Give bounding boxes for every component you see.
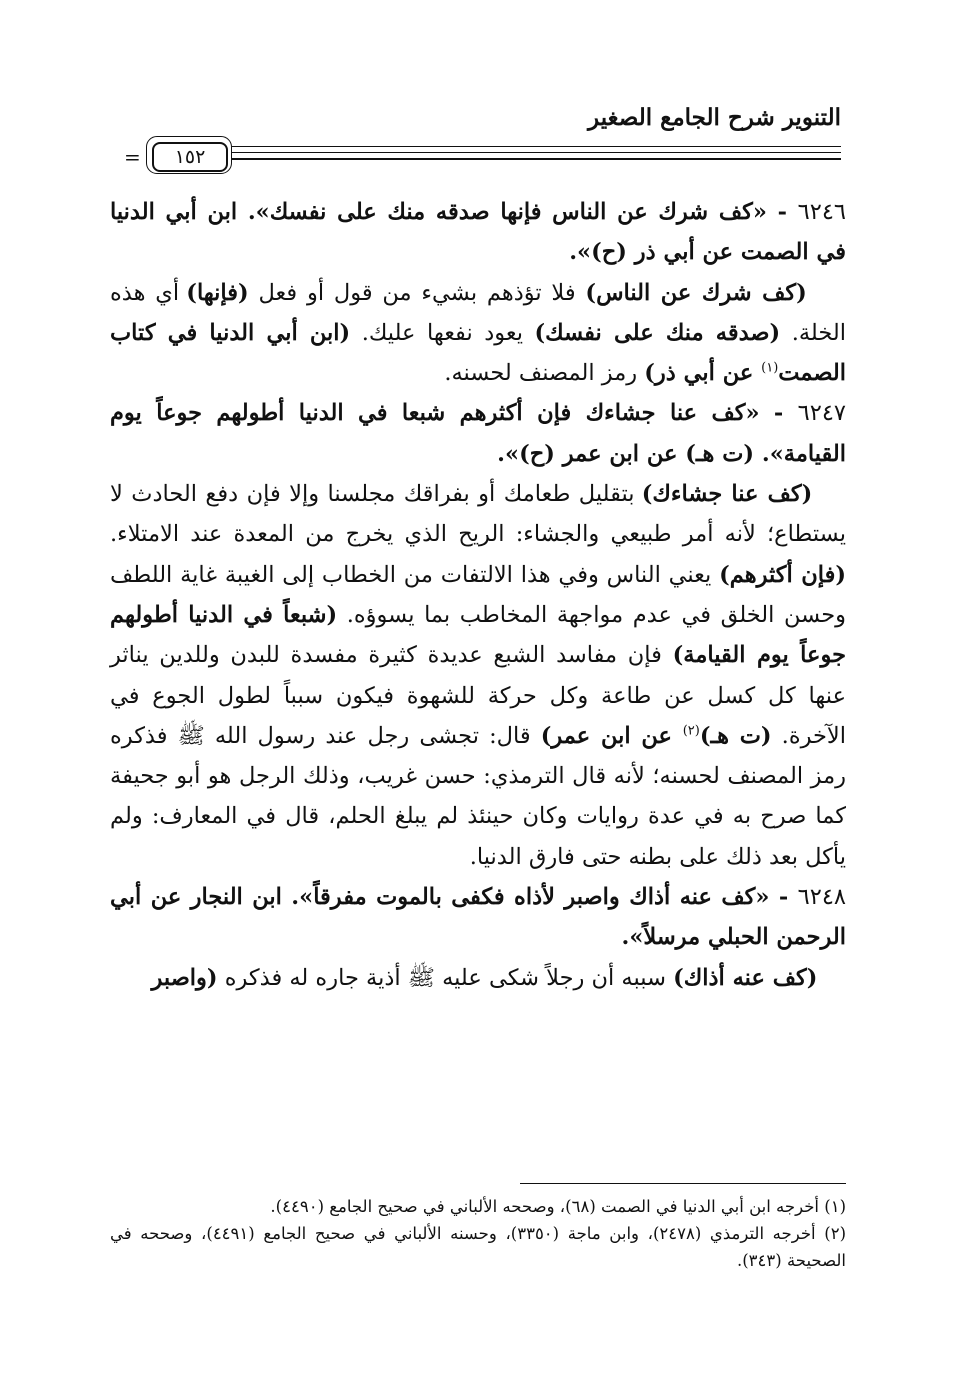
hadith-number: ٦٢٤٦ — [797, 199, 846, 225]
footnote-2: (٢) أخرجه الترمذي (٢٤٧٨)، وابن ماجة (٣٣٥٠)، وحسنه الألباني في صحيح الجامع (٤٤٩١)، وصححه في الصحيحة (٣٤٣). — [110, 1224, 846, 1270]
hadith-number: ٦٢٤٨ — [797, 884, 847, 911]
commentary-text: يعني الناس وفي هذا الالتفات من الخطاب إلى الغيبة غاية اللطف وحسن الخلق في عدم مواجهة المخاطب بما يسوؤه. — [110, 561, 846, 628]
header-rule-bottom — [232, 158, 841, 160]
commentary-bold-text: (ت هـ) — [699, 722, 772, 749]
commentary-text: أي هذه الخلة. — [110, 279, 846, 346]
commentary-bold-text: (كف عنه أذاك) — [673, 964, 818, 991]
commentary-bold-text: (صدقه منك على نفسك) — [534, 319, 781, 346]
commentary-paragraph — [110, 958, 846, 998]
commentary-bold-text: (واصبر — [151, 964, 218, 991]
page-body — [110, 192, 846, 998]
commentary-bold-text: (فإنها) — [186, 279, 249, 306]
commentary-paragraph — [110, 474, 846, 877]
commentary-text: يعود نفعها عليك. — [350, 319, 535, 346]
footnotes — [110, 1193, 846, 1274]
page-number: ١٥٢ — [152, 142, 228, 172]
commentary-bold-text: عن أبي ذر) — [644, 360, 762, 387]
header-rule-middle — [232, 152, 841, 153]
hadith-matn: «كف شرك عن الناس فإنها صدقه منك على نفسك». ابن أبي الدنيا في الصمت عن أبي ذر (ح)». — [110, 199, 846, 266]
commentary-text: بتقليل طعامك أو بفراقك مجلسنا وإلا فإن دفع الحادث لا يستطاع؛ لأنه أمر طبيعي والجشاء: الريح الذي يخرج من المعدة عند الامتلاء. — [110, 481, 846, 548]
hadith-matn: «كف عنه أذاك واصبر لأذاه فكفى بالموت مفرقاً». ابن النجار عن أبي الرحمن الحبلي مرسلاً». — [110, 884, 846, 951]
footnote-marker: (٢) — [682, 723, 700, 739]
page-header-title: التنوير شرح الجامع الصغير — [588, 104, 841, 131]
footnote-separator — [520, 1183, 846, 1184]
commentary-bold-text: (فإن أكثرهم) — [719, 561, 846, 588]
hadith-text: ٦٢٤٦ - «كف شرك عن الناس فإنها صدقه منك على نفسك». ابن أبي الدنيا في الصمت عن أبي ذر (ح)». — [110, 199, 846, 266]
commentary-text: سببه أن رجلاً شكى عليه ﷺ أذية جاره له فذكره — [217, 964, 674, 991]
commentary-text: قال: تجشى رجل عند رسول الله ﷺ فذكره رمز المصنف لحسنه؛ لأنه قال الترمذي: حسن غريب، وذلك الرجل هو أبو جحيفة كما صرح به في عدة روايات وكان حينئذ لم يبلغ الحلم، قال في المعارف: ولم يأكل بعد ذلك على بطنه حتى فارق الدنيا. — [110, 722, 846, 870]
commentary-text: فلا تؤذهم بشيء من قول أو فعل — [248, 279, 586, 306]
commentary-text: رمز المصنف لحسنه. — [444, 360, 645, 387]
header-rule-end-mark: = — [124, 145, 141, 169]
hadith-text: ٦٢٤٧ - «كف عنا جشاءك فإن أكثرهم شبعا في الدنيا أطولهم جوعاً يوم القيامة». (ت هـ) عن ابن عمر (ح)». — [110, 400, 846, 467]
hadith-matn: «كف عنا جشاءك فإن أكثرهم شبعا في الدنيا أطولهم جوعاً يوم القيامة». (ت هـ) عن ابن عمر (ح)». — [110, 400, 846, 467]
commentary-bold-text: (كف شرك عن الناس) — [585, 279, 807, 306]
commentary-text: فإن مفاسد الشبع عديدة كثيرة مفسدة للبدن وللدين يناثر عنها كل كسل عن طاعة وكل حركة للشهوة فيكون سبباً لطول الجوع في الآخرة. — [110, 642, 847, 749]
footnote-1: (١) أخرجه ابن أبي الدنيا في الصمت (٦٨)، وصححه الألباني في صحيح الجامع (٤٤٩٠). — [270, 1197, 846, 1216]
commentary-bold-text: (شبعاً في الدنيا أطولهم جوعاً يوم القيامة) — [110, 601, 846, 669]
commentary-paragraph — [110, 273, 846, 394]
footnote-marker: (١) — [761, 360, 779, 376]
commentary-bold-text: (كف عنا جشاءك) — [641, 481, 813, 508]
header-rule-top — [232, 146, 841, 147]
commentary-bold-text: (ابن أبي الدنيا في كتاب الصمت — [110, 319, 846, 387]
hadith-text: ٦٢٤٨ - «كف عنه أذاك واصبر لأذاه فكفى بالموت مفرقاً». ابن النجار عن أبي الرحمن الحبلي مرسلاً». — [110, 884, 847, 951]
commentary-bold-text: عن ابن عمر) — [540, 722, 683, 749]
hadith-number: ٦٢٤٧ — [797, 400, 846, 427]
